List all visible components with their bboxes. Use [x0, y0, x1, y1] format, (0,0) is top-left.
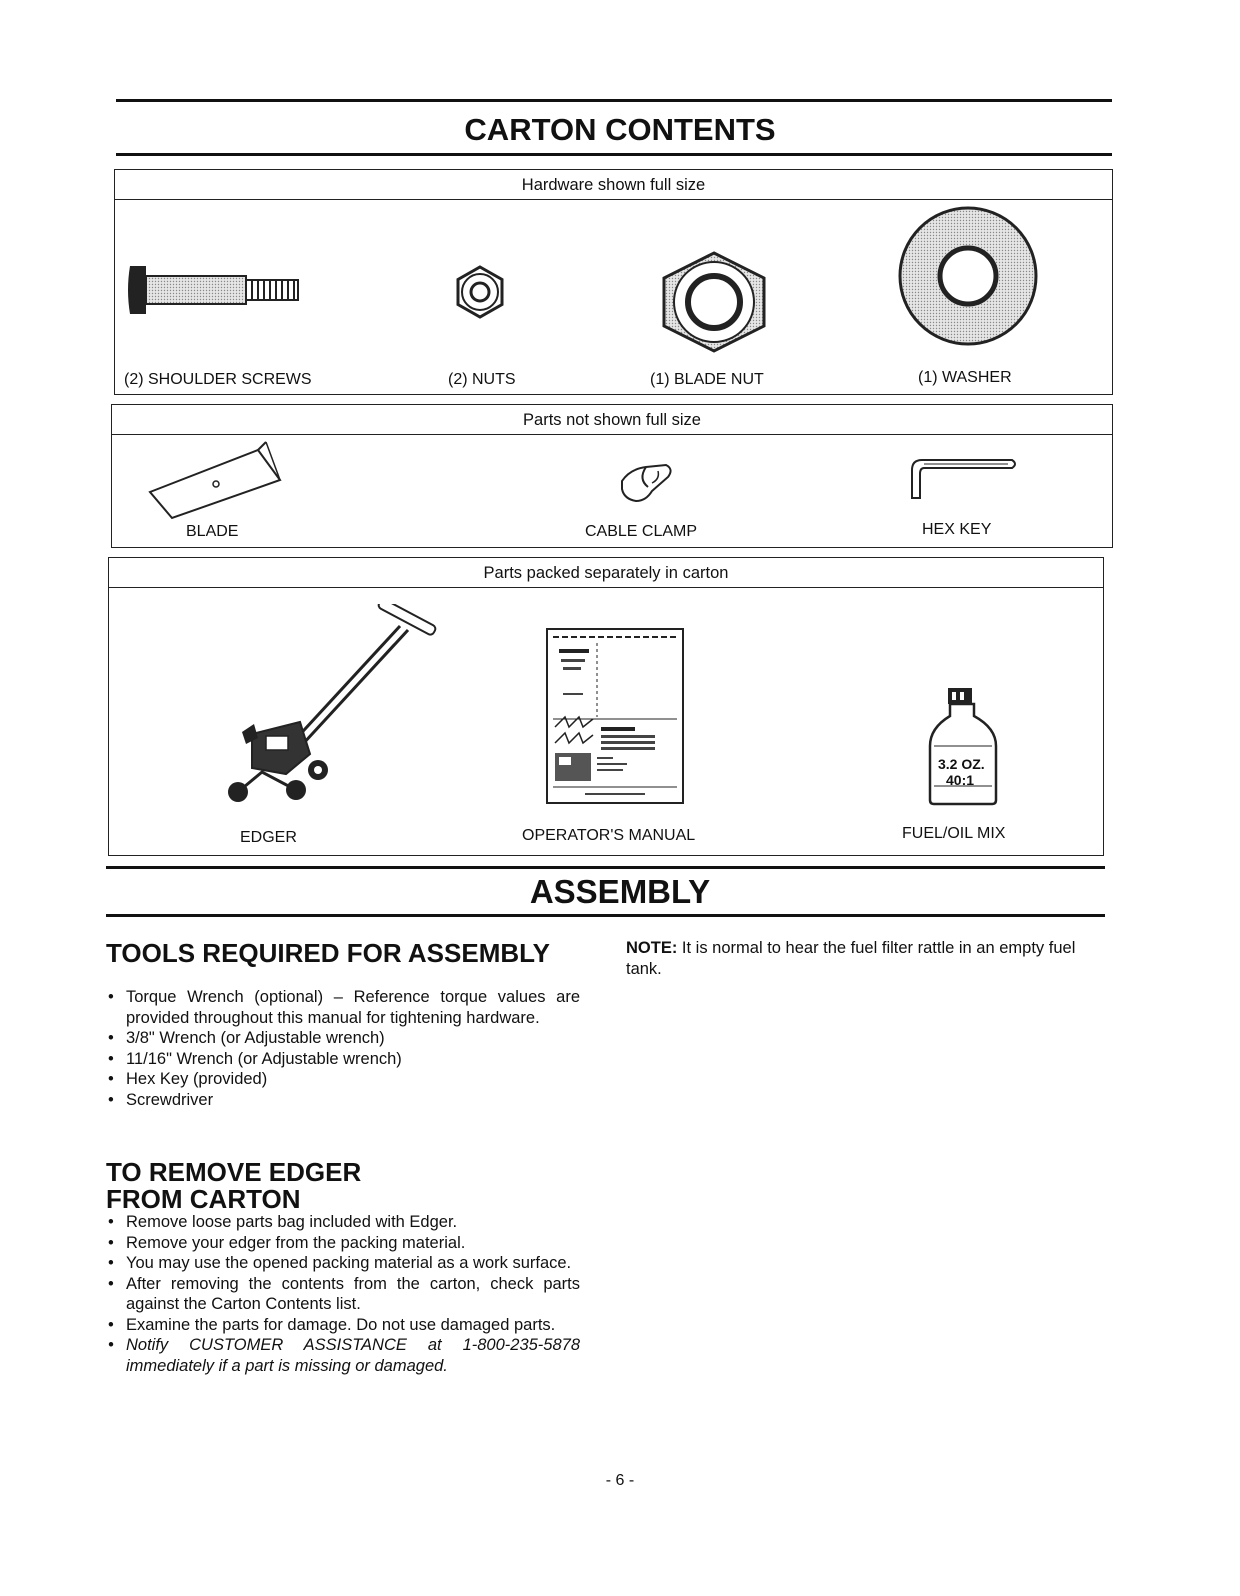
tools-item: • Hex Key (provided) [106, 1069, 580, 1090]
carton-title-underline [116, 153, 1112, 156]
remove-item: • Remove loose parts bag included with Edger. [106, 1212, 580, 1233]
parts-box-caption: Parts not shown full size [112, 405, 1112, 435]
remove-heading-line2: FROM CARTON [106, 1184, 301, 1214]
assembly-underline [106, 914, 1105, 917]
nut-icon [452, 264, 508, 320]
washer-icon [896, 204, 1040, 348]
packed-box-caption: Parts packed separately in carton [109, 558, 1103, 588]
edger-label: EDGER [240, 829, 297, 846]
remove-item-notify: • Notify CUSTOMER ASSISTANCE at 1-800-235-5878 immediately if a part is missing or damaged. [106, 1335, 580, 1376]
remove-item: • Examine the parts for damage. Do not use damaged parts. [106, 1315, 580, 1336]
shoulder-screw-icon [124, 262, 304, 318]
remove-heading-line1: TO REMOVE EDGER [106, 1157, 362, 1187]
page-number: - 6 - [605, 1472, 635, 1489]
tools-heading: TOOLS REQUIRED FOR ASSEMBLY [106, 938, 550, 968]
tools-item: • Torque Wrench (optional) – Reference torque values are provided throughout this manual for tightening hardware. [106, 987, 580, 1028]
manual-label: OPERATOR'S MANUAL [522, 827, 696, 844]
edger-icon [222, 604, 444, 804]
remove-list [106, 1212, 580, 1376]
remove-item: • After removing the contents from the carton, check parts against the Carton Contents list. [106, 1274, 580, 1315]
tools-item: • 3/8" Wrench (or Adjustable wrench) [106, 1028, 580, 1049]
fuel-mix-label: FUEL/OIL MIX [902, 825, 1006, 842]
note-text: It is normal to hear the fuel filter rattle in an empty fuel tank. [626, 939, 1076, 978]
bottle-text-line2: 40:1 [946, 772, 975, 788]
shoulder-screws-label: (2) SHOULDER SCREWS [124, 371, 312, 388]
carton-contents-title: CARTON CONTENTS [464, 112, 776, 147]
bottle-text-line1: 3.2 OZ. [938, 756, 985, 772]
blade-nut-label: (1) BLADE NUT [650, 371, 764, 388]
hex-key-icon [904, 454, 1020, 502]
washer-label: (1) WASHER [918, 369, 1012, 386]
blade-label: BLADE [186, 523, 239, 540]
cable-clamp-icon [616, 461, 676, 507]
assembly-title: ASSEMBLY [529, 873, 711, 910]
hex-key-label: HEX KEY [922, 521, 992, 538]
manual-icon [545, 627, 687, 807]
note-label: NOTE: [626, 939, 678, 957]
fuel-filter-note [626, 938, 1108, 980]
cable-clamp-label: CABLE CLAMP [585, 523, 698, 540]
tools-list [106, 987, 580, 1110]
remove-item: • Remove your edger from the packing material. [106, 1233, 580, 1254]
top-rule [116, 99, 1112, 102]
fuel-bottle-icon [926, 686, 1002, 808]
remove-item: • You may use the opened packing material as a work surface. [106, 1253, 580, 1274]
tools-item: • 11/16" Wrench (or Adjustable wrench) [106, 1049, 580, 1070]
tools-item: • Screwdriver [106, 1090, 580, 1111]
blade-icon [146, 440, 286, 520]
nuts-label: (2) NUTS [448, 371, 516, 388]
blade-nut-icon [656, 250, 772, 354]
hardware-box-caption: Hardware shown full size [115, 170, 1112, 200]
assembly-top-rule [106, 866, 1105, 869]
